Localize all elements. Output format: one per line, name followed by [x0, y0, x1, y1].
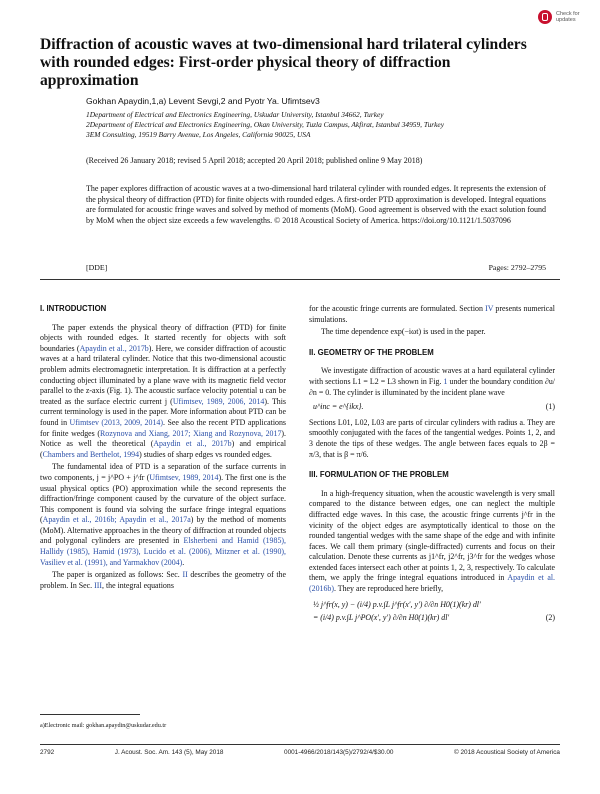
citation-link[interactable]: Chambers and Berthelot, 1994 [42, 449, 140, 459]
crossmark-icon [538, 10, 552, 24]
subject-tag: [DDE] [86, 263, 108, 272]
abstract-text: The paper explores diffraction of acoustic waves at a two-dimensional hard trilateral cylinder with rounded edges. It represents the extension of the physical theory of diffraction (PTD) for finite objects with rounded edges. A first-order PTD approximation is developed. Integral equations are formulated for acoustic fringe waves and solved by method of moments (MoM). Good agreement is observed with the exact solution found by MoM when the object size exceeds a few wavelengths. [86, 184, 546, 225]
text-run: The paper is organized as follows: Sec. [52, 570, 183, 580]
equation-1-number: (1) [545, 402, 555, 412]
right-column [309, 304, 555, 624]
citation-link[interactable]: Apaydin et al. (2016b) [309, 573, 555, 594]
text-run: We investigate diffraction of acoustic waves at a hard equilateral cylinder with sections L1 = L2 = L3 shown in Fig. [309, 366, 555, 386]
badge-label: Check for updates [556, 11, 580, 23]
equation-1-body: u^inc = e^{ikx}. [313, 402, 364, 412]
text-run: ) by the method of moments (MoM). Alternative approaches in the theory of diffraction at rounded objects and polygonal cylinders are presented in [40, 515, 286, 546]
citation-link[interactable]: Rozynova and Xiang, 2017; Xiang and Rozynova, 2017 [100, 428, 282, 438]
text-run: . They are reproduced here briefly, [333, 584, 444, 594]
citation-link[interactable]: Elsherbeni and Hamid (1985), Hallidy (1985), Hamid (1973), Lucido et al. (2006), Mitzner et al. (1990), Vasiliev et al. (1991), and Yarmakhov (2004) [40, 536, 286, 567]
page-range: Pages: 2792–2795 [488, 263, 546, 272]
equation-1 [309, 402, 555, 413]
section-heading-geometry: II. GEOMETRY OF THE PROBLEM [309, 347, 434, 357]
text-run: describes the geometry of the problem. In Sec. [40, 570, 287, 590]
section-heading-formulation: III. FORMULATION OF THE PROBLEM [309, 470, 449, 480]
text-run: ) studies of sharp edges vs rounded edges. [139, 449, 272, 459]
intro-paragraph-2 [40, 462, 286, 568]
right-paragraph-1 [309, 304, 555, 325]
footnote-divider [40, 714, 140, 715]
text-run: . See also the recent PTD applications for finite wedges ( [40, 417, 286, 438]
equation-2-line-2 [309, 611, 555, 624]
citation-link[interactable]: Apaydin et al., 2017b [79, 343, 149, 353]
page-footer [40, 749, 560, 756]
geometry-paragraph-2: Sections L01, L02, L03 are parts of circular cylinders with radius a. They are smoothly conjugated with the faces of the tangential wedges. Points 1, 2, and 3 denote the tips of these wedges. The angle between faces equals to 2β = π/3, that is β = π/6. [309, 417, 555, 459]
intro-paragraph-3 [40, 570, 286, 591]
text-run: ). Here, we consider diffraction of acoustic waves at a hard trilateral cylinder. Notice that this two-dimensional acoustic problem admits electromagnetic interpretation. It is diffraction at a perfectly conducting object illuminated by a plane wave with its magnetic field vector parallel to the z-axis (Fig. 1). The acoustic surface velocity potential u can be treated as the surface electric current j ( [40, 343, 286, 406]
footer-journal: J. Acoust. Soc. Am. 143 (5), May 2018 [114, 749, 224, 756]
citation-link[interactable]: Apaydin et al., 2016b; Apaydin et al., 2017a [42, 515, 191, 525]
intro-paragraph-1 [40, 323, 286, 461]
text-run: ). The first one is the usual physical optics (PO) approximation while the second represents the diffraction/fringe component caused by the curvature of the object surface. This component is found via solving the surface fringe integral equations ( [40, 472, 286, 525]
section-link[interactable]: II [182, 570, 188, 580]
abstract-copyright[interactable]: © 2018 Acoustical Society of America. https://doi.org/10.1121/1.5037096 [274, 215, 511, 225]
text-run: , the integral equations [102, 580, 174, 590]
text-run: . [182, 557, 185, 567]
text-run: for the acoustic fringe currents are formulated. Section [309, 304, 486, 313]
formulation-paragraph-1 [309, 489, 555, 595]
citation-link[interactable]: Apaydin et al., 2017b [153, 439, 232, 449]
footer-issn: 0001-4966/2018/143(5)/2792/4/$30.00 [284, 749, 394, 756]
time-dependence-paragraph: The time dependence exp(−iωt) is used in the paper. [321, 327, 486, 337]
text-run: under the boundary condition ∂u/∂n = 0. The cylinder is illuminated by the incident plane wave [309, 376, 555, 397]
paper-title: Diffraction of acoustic waves at two-dimensional hard trilateral cylinders with rounded edges: First-order physical theory of diffraction approximation [40, 36, 527, 89]
text-run: In a high-frequency situation, when the acoustic wavelength is very small compared to the distance between edges, one can neglect the multiple diffracted edge waves. In this case, the acoustic fringe currents j^fr in the vicinity of the object edges are asymptotically identical to those on the rounded tangential wedges with the same shape of the edge and with infinite faces. We call them primary (single-diffracted) currents and focus on their calculation. Denote these currents as j1^fr, j2^fr, j3^fr for the wedges whose extended faces intersect each other at points 1, 2, 3, respectively. To calculate them, we apply the fringe integral equations introduced in [309, 488, 555, 583]
text-run: ). Notice as well the theoretical ( [40, 428, 287, 449]
equation-text: = (i/4) p.v.∫L j^PO(x′, y′) ∂/∂n H0(1)(kr) dl′ [313, 612, 450, 622]
check-for-updates-badge[interactable] [538, 10, 586, 24]
citation-link[interactable]: Ufimtsev, 1989, 2006, 2014 [172, 396, 265, 406]
footer-divider [40, 744, 560, 745]
abstract-divider [40, 279, 560, 280]
equation-2-number: (2) [545, 612, 555, 622]
citation-link[interactable]: Ufimtsev, 1989, 2014 [149, 472, 219, 482]
equation-2 [309, 598, 555, 624]
figure-link[interactable]: 1 [443, 376, 448, 386]
citation-link[interactable]: Ufimtsev (2013, 2009, 2014) [69, 417, 163, 427]
affiliation-2: 2Department of Electrical and Electronics Engineering, Okan University, Tuzla Campus, Akfirat, Istanbul 34959, Turkey [86, 120, 444, 129]
affiliation-1: 1Department of Electrical and Electronics Engineering, Uskudar University, Istanbul 34662, Turkey [86, 110, 384, 119]
text-run: The fundamental idea of PTD is a separation of the surface currents in two components, j = j^PO + j^fr ( [40, 462, 286, 482]
text-run: ). This current terminology is used in the paper. More information about PTD can be found in [40, 396, 287, 427]
section-link[interactable]: IV [485, 304, 494, 313]
author-list: Gokhan Apaydin,1,a) Levent Sevgi,2 and Pyotr Ya. Ufimtsev3 [86, 96, 320, 106]
geometry-paragraph-1 [309, 366, 555, 398]
section-heading-introduction: I. INTRODUCTION [40, 304, 107, 313]
article-meta [86, 263, 546, 272]
text-run: presents numerical simulations. [309, 304, 555, 324]
text-run: The paper extends the physical theory of diffraction (PTD) for finite objects with rounded edges. It started recently for objects with soft boundaries ( [40, 322, 286, 353]
equation-2-line-1 [309, 598, 555, 611]
left-column [40, 304, 286, 593]
section-link[interactable]: III [94, 580, 103, 590]
text-run: ) and empirical ( [40, 439, 287, 459]
affiliation-3: 3EM Consulting, 19519 Barry Avenue, Los Angeles, California 90025, USA [86, 130, 311, 139]
affiliations [86, 110, 546, 140]
footer-page-number: 2792 [40, 749, 55, 756]
equation-text: ½ j^fr(x, y) − (i/4) p.v.∫L j^fr(x′, y′) ∂/∂n H0(1)(kr) dl′ [313, 599, 481, 609]
abstract [86, 184, 546, 226]
received-dates: (Received 26 January 2018; revised 5 April 2018; accepted 20 April 2018; published online 9 May 2018) [86, 156, 423, 165]
footnote-email: a)Electronic mail: gokhan.apaydin@uskudar.edu.tr [40, 722, 167, 729]
footer-copyright: © 2018 Acoustical Society of America [454, 749, 560, 756]
